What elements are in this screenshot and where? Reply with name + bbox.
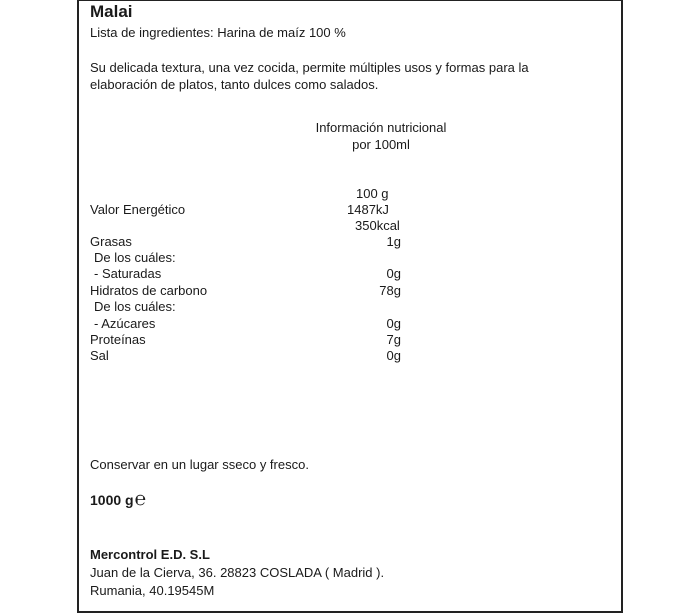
net-weight bbox=[90, 491, 146, 509]
manufacturer-address-line-1: Juan de la Cierva, 36. 28823 COSLADA ( Madrid ). bbox=[90, 565, 385, 580]
product-name: Malai bbox=[90, 2, 133, 21]
estimated-sign-icon: ℮ bbox=[134, 489, 146, 510]
description-line-2: elaboración de platos, tanto dulces como salados. bbox=[90, 77, 379, 92]
description-line-1: Su delicada textura, una vez cocida, permite múltiples usos y formas para la bbox=[90, 60, 529, 75]
nutrition-row-label: Valor Energético bbox=[90, 202, 186, 217]
nutrition-header-line-2: por 100ml bbox=[352, 137, 410, 152]
nutrition-row-label: Hidratos de carbono bbox=[90, 283, 208, 298]
nutrition-row-label: De los cuáles: bbox=[94, 250, 176, 265]
nutrition-row-value: 350kcal bbox=[355, 218, 400, 233]
nutrition-row-value: 1487kJ bbox=[347, 202, 389, 217]
net-weight-value: 1000 g bbox=[90, 492, 134, 508]
nutrition-header-line-1: Información nutricional bbox=[315, 120, 447, 135]
storage-instructions: Conservar en un lugar sseco y fresco. bbox=[90, 457, 309, 472]
nutrition-row-value: 0g bbox=[386, 348, 401, 363]
nutrition-row-value: 7g bbox=[386, 332, 401, 347]
nutrition-row-value: 1g bbox=[386, 234, 401, 249]
nutrition-row-label: - Azúcares bbox=[94, 316, 156, 331]
ingredients-list: Lista de ingredientes: Harina de maíz 100 % bbox=[90, 25, 346, 40]
nutrition-row-label: De los cuáles: bbox=[94, 299, 176, 314]
nutrition-row-label: Proteínas bbox=[90, 332, 146, 347]
manufacturer-name: Mercontrol E.D. S.L bbox=[90, 547, 210, 562]
nutrition-row-value: 0g bbox=[386, 266, 401, 281]
nutrition-row-label: Grasas bbox=[90, 234, 132, 249]
nutrition-row-label: - Saturadas bbox=[94, 266, 162, 281]
nutrition-row-value: 0g bbox=[386, 316, 401, 331]
manufacturer-address-line-2: Rumania, 40.19545M bbox=[90, 583, 215, 598]
nutrition-row-value: 78g bbox=[379, 283, 401, 298]
product-label bbox=[77, 0, 623, 613]
nutrition-row-label: Sal bbox=[90, 348, 109, 363]
nutrition-column-header: 100 g bbox=[356, 186, 389, 201]
